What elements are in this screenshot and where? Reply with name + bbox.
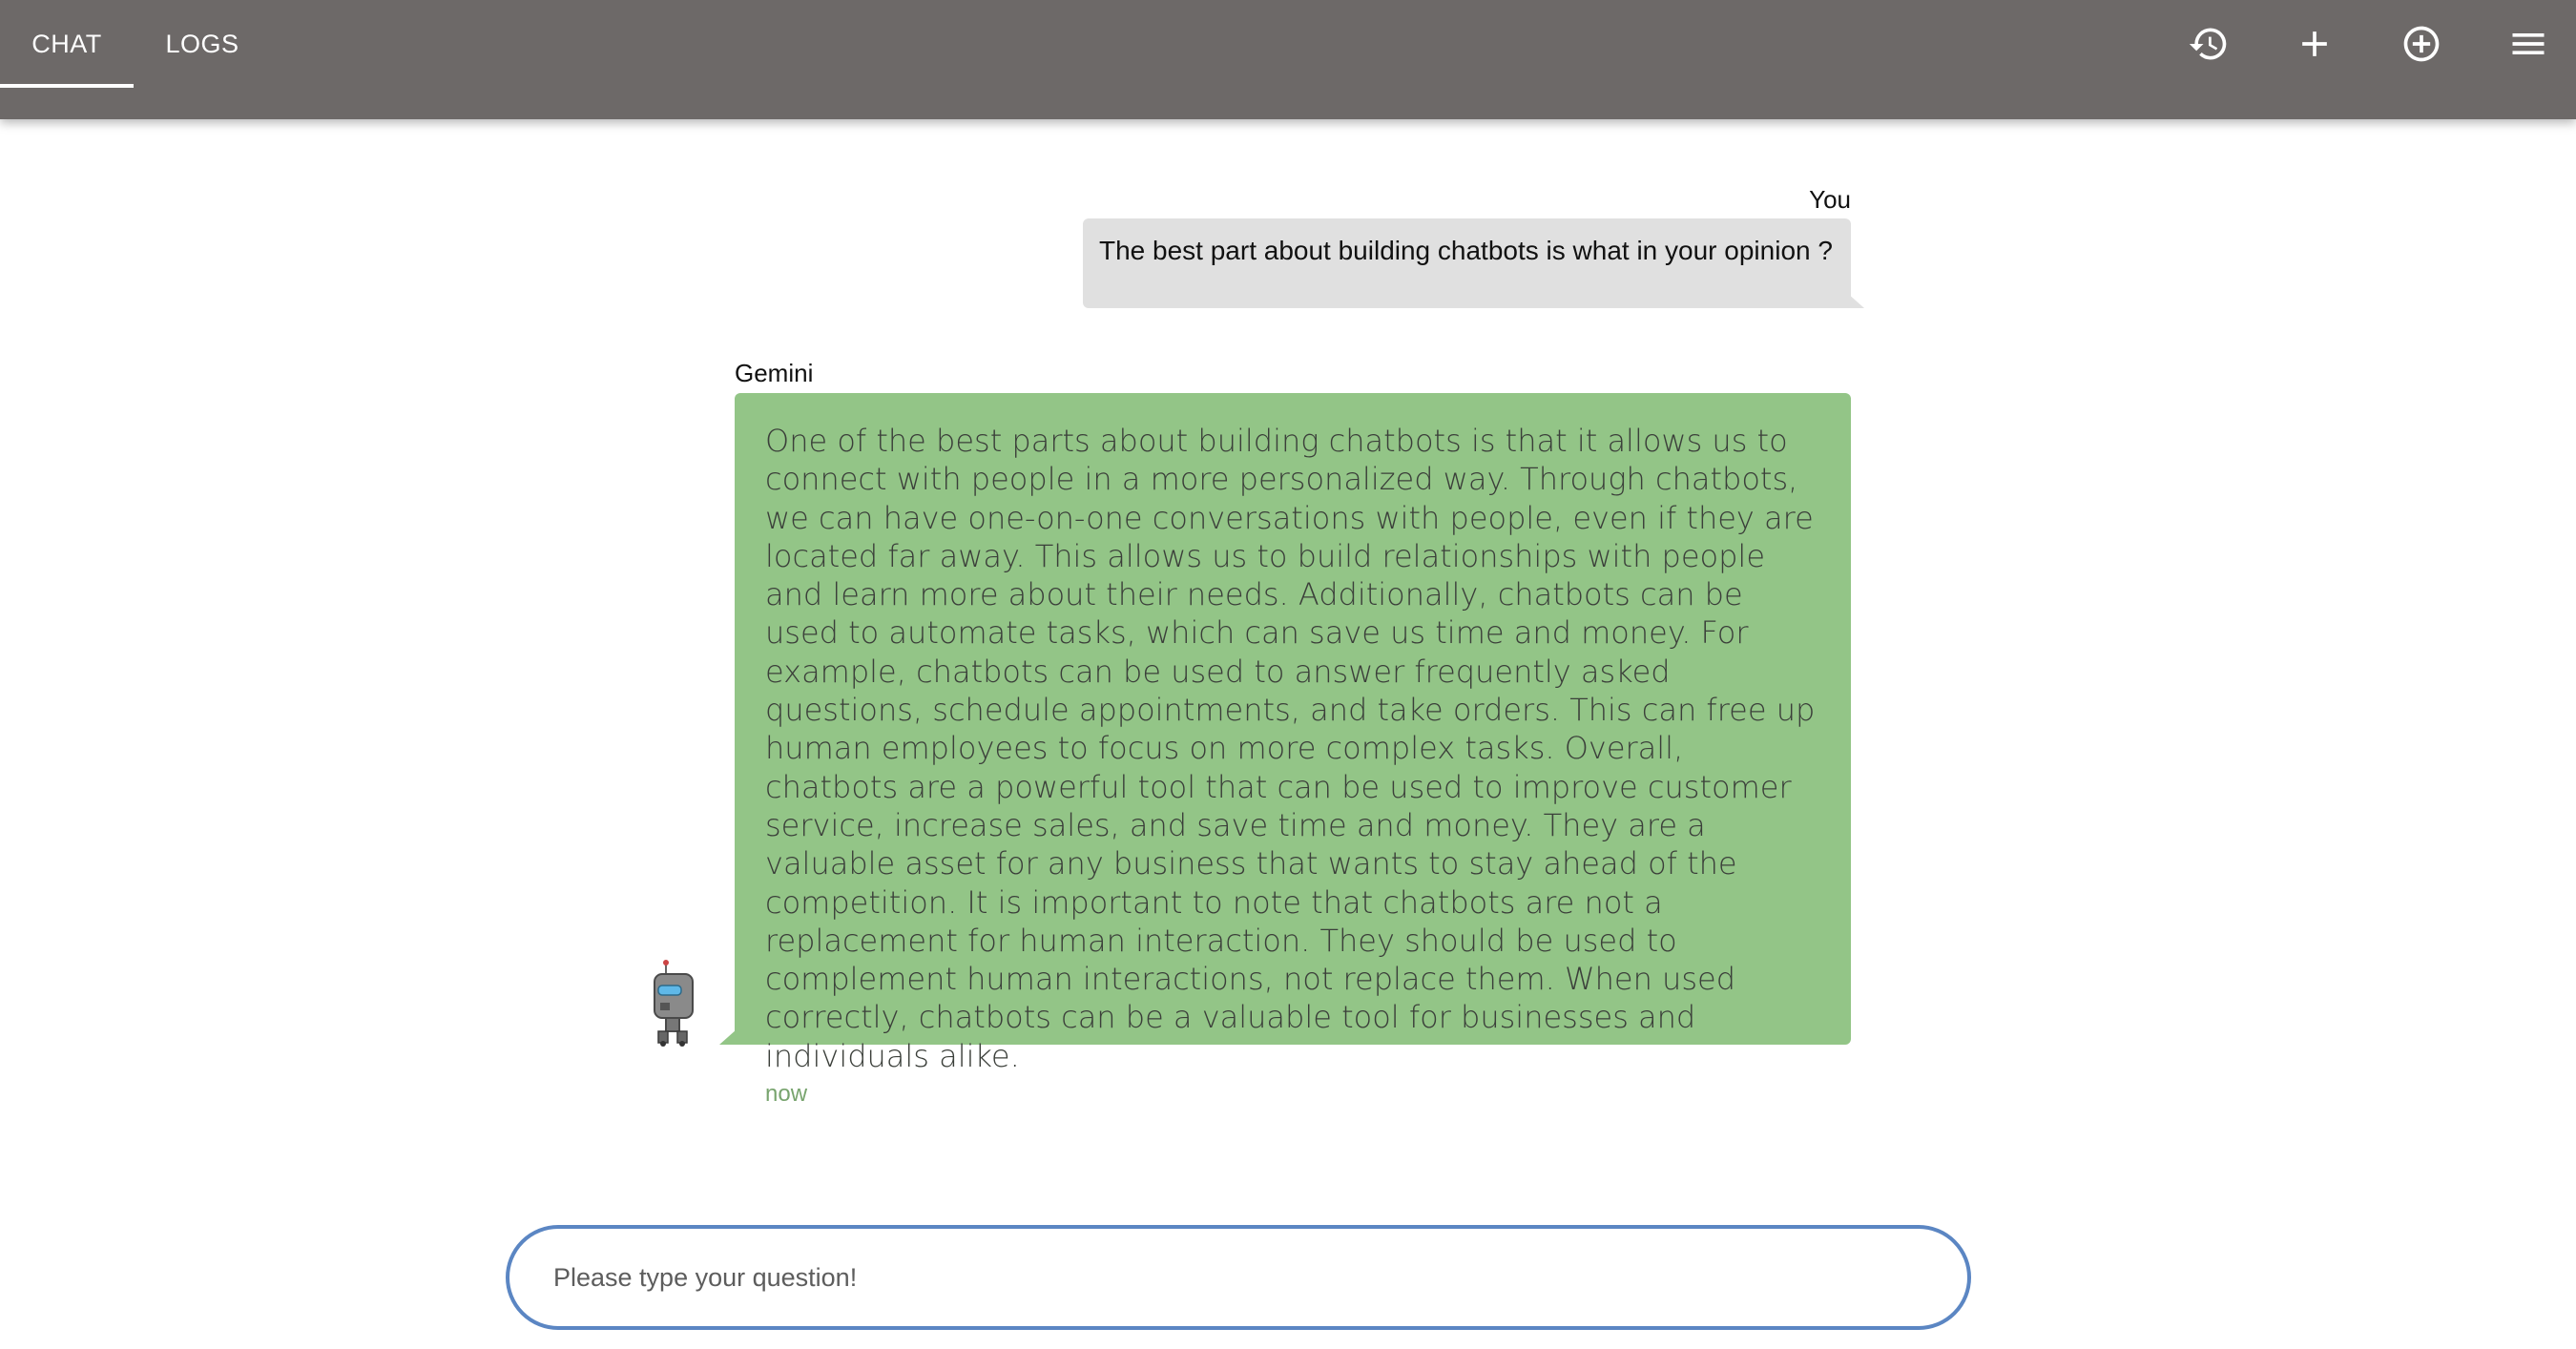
plus-icon: [2294, 23, 2336, 65]
top-app-bar: [0, 0, 2576, 119]
question-input[interactable]: [551, 1229, 1925, 1326]
robot-avatar-icon: [649, 959, 702, 1047]
active-tab-indicator: [0, 84, 134, 88]
add-circle-icon: [2400, 23, 2442, 65]
history-button[interactable]: [2180, 15, 2237, 73]
history-icon: [2188, 23, 2230, 65]
tab-chat[interactable]: [0, 0, 134, 88]
add-button[interactable]: [2393, 15, 2450, 73]
user-message-text: The best part about building chatbots is what in your opinion ?: [1099, 236, 1833, 265]
menu-button[interactable]: [2500, 15, 2557, 73]
bot-sender-name: Gemini: [735, 359, 814, 387]
user-bubble-tail: [1847, 293, 1864, 308]
bot-message-text: One of the best parts about building chatbots is that it allows us to connect with people in a more personalized way. Through chatbots, we can have one-on-one conversations with people, even if they are located far away. This allows us to build relationships with people and learn more about their needs. Additionally, chatbots can be used to automate tasks, which can save us time and money. For example, chatbots can be used to answer frequently asked questions, schedule appointments, and take orders. This can free up human employees to focus on more complex tasks. Overall, chatbots are a powerful tool that can be used to improve customer service, increase sales, and save time and money. They are a valuable asset for any business that wants to stay ahead of the competition. It is important to note that chatbots are not a replacement for human interaction. They should be used to complement human interactions, not replace them. When used correctly, chatbots can be a valuable tool for businesses and individuals alike.: [765, 423, 1816, 1074]
menu-icon: [2507, 23, 2549, 65]
bot-bubble-tail: [719, 1029, 737, 1045]
bot-message-bubble: [735, 393, 1851, 1108]
tab-chat-label: CHAT: [31, 29, 102, 58]
tab-logs-label: LOGS: [165, 29, 239, 58]
user-message-bubble: [1083, 218, 1851, 308]
user-sender-name: You: [1809, 185, 1851, 214]
message-timestamp: now: [765, 1081, 808, 1108]
new-chat-button[interactable]: [2286, 15, 2343, 73]
tab-logs[interactable]: [134, 0, 271, 88]
question-input-container: [506, 1225, 1971, 1330]
